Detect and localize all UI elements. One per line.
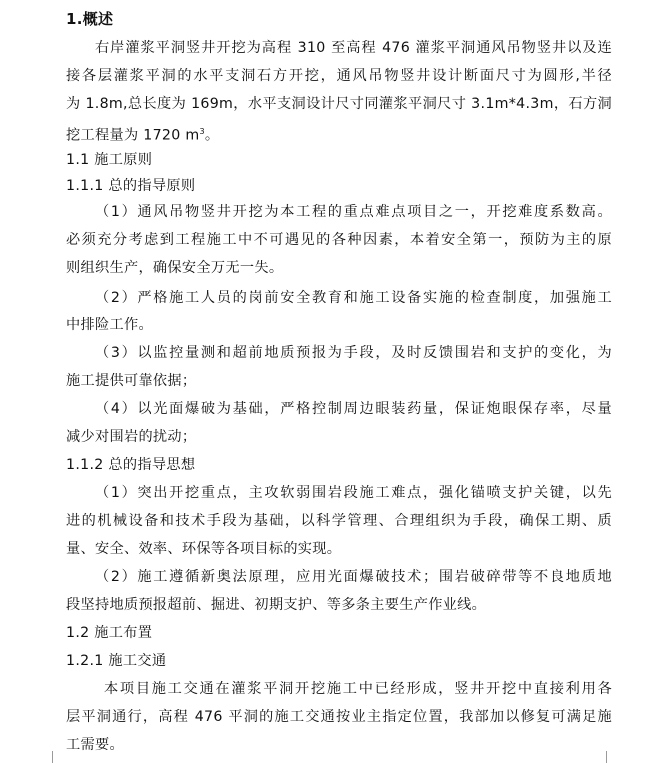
principle-3-line-2: 施工提供可靠依据； (66, 373, 197, 389)
margin-corner-mark-right (606, 751, 619, 763)
traffic-line-1: 本项目施工交通在灌浆平洞开挖施工中已经形成，竖井开挖中直接利用各 (104, 681, 612, 697)
principle-1-line-2: 必须充分考虑到工程施工中不可遇见的各种因素，本着安全第一，预防为主的原 (66, 232, 612, 248)
section-1-2-1-heading: 1.2.1 施工交通 (66, 653, 167, 669)
section-1-1-2-heading: 1.1.2 总的指导思想 (66, 457, 196, 473)
thought-1-line-2: 进的机械设备和技术手段为基础，以科学管理、合理组织为手段，确保工期、质 (66, 513, 612, 529)
thought-2-line-1: （2）施工遵循新奥法原理，应用光面爆破技术；围岩破碎带等不良地质地 (95, 569, 612, 585)
overview-line-4-text: 挖工程量为 1720 m (66, 127, 200, 144)
cubic-superscript: 3 (199, 127, 205, 136)
section-1-2-heading: 1.2 施工布置 (66, 625, 153, 641)
overview-line-4-end: 。 (204, 127, 220, 144)
traffic-line-2: 层平洞通行，高程 476 平洞的施工交通按业主指定位置，我部加以修复可满足施 (66, 709, 612, 725)
principle-1-line-1: （1）通风吊物竖井开挖为本工程的重点难点项目之一，开挖难度系数高。 (95, 204, 612, 220)
overview-line-3: 为 1.8m,总长度为 169m，水平支洞设计尺寸同灌浆平洞尺寸 3.1m*4.3m，石方洞 (66, 96, 612, 112)
principle-2-line-2: 中排险工作。 (66, 317, 153, 333)
thought-1-line-3: 量、安全、效率、环保等各项目标的实现。 (66, 541, 342, 557)
overview-line-4 (66, 122, 672, 142)
thought-1-line-1: （1）突出开挖重点，主攻软弱围岩段施工难点，强化锚喷支护关键，以先 (95, 485, 612, 501)
principle-1-line-3: 则组织生产，确保安全万无一失。 (66, 260, 284, 276)
section-1-1-1-heading: 1.1.1 总的指导原则 (66, 178, 196, 194)
principle-4-line-1: （4）以光面爆破为基础，严格控制周边眼装药量，保证炮眼保存率，尽量 (95, 401, 612, 417)
principle-4-line-2: 减少对围岩的扰动； (66, 429, 197, 445)
overview-line-1: 右岸灌浆平洞竖井开挖为高程 310 至高程 476 灌浆平洞通风吊物竖井以及连 (95, 40, 612, 56)
overview-line-2: 接各层灌浆平洞的水平支洞石方开挖，通风吊物竖井设计断面尺寸为圆形,半径 (66, 68, 612, 84)
section-1-1-heading: 1.1 施工原则 (66, 152, 153, 168)
heading-overview: 1.概述 (66, 10, 114, 28)
thought-2-line-2: 段坚持地质预报超前、掘进、初期支护、等多条主要生产作业线。 (66, 597, 487, 613)
margin-corner-mark-left (52, 751, 65, 763)
principle-3-line-1: （3）以监控量测和超前地质预报为手段，及时反馈围岩和支护的变化，为 (95, 345, 612, 361)
principle-2-line-1: （2）严格施工人员的岗前安全教育和施工设备实施的检查制度，加强施工 (95, 290, 612, 306)
traffic-line-3: 工需要。 (66, 737, 124, 753)
